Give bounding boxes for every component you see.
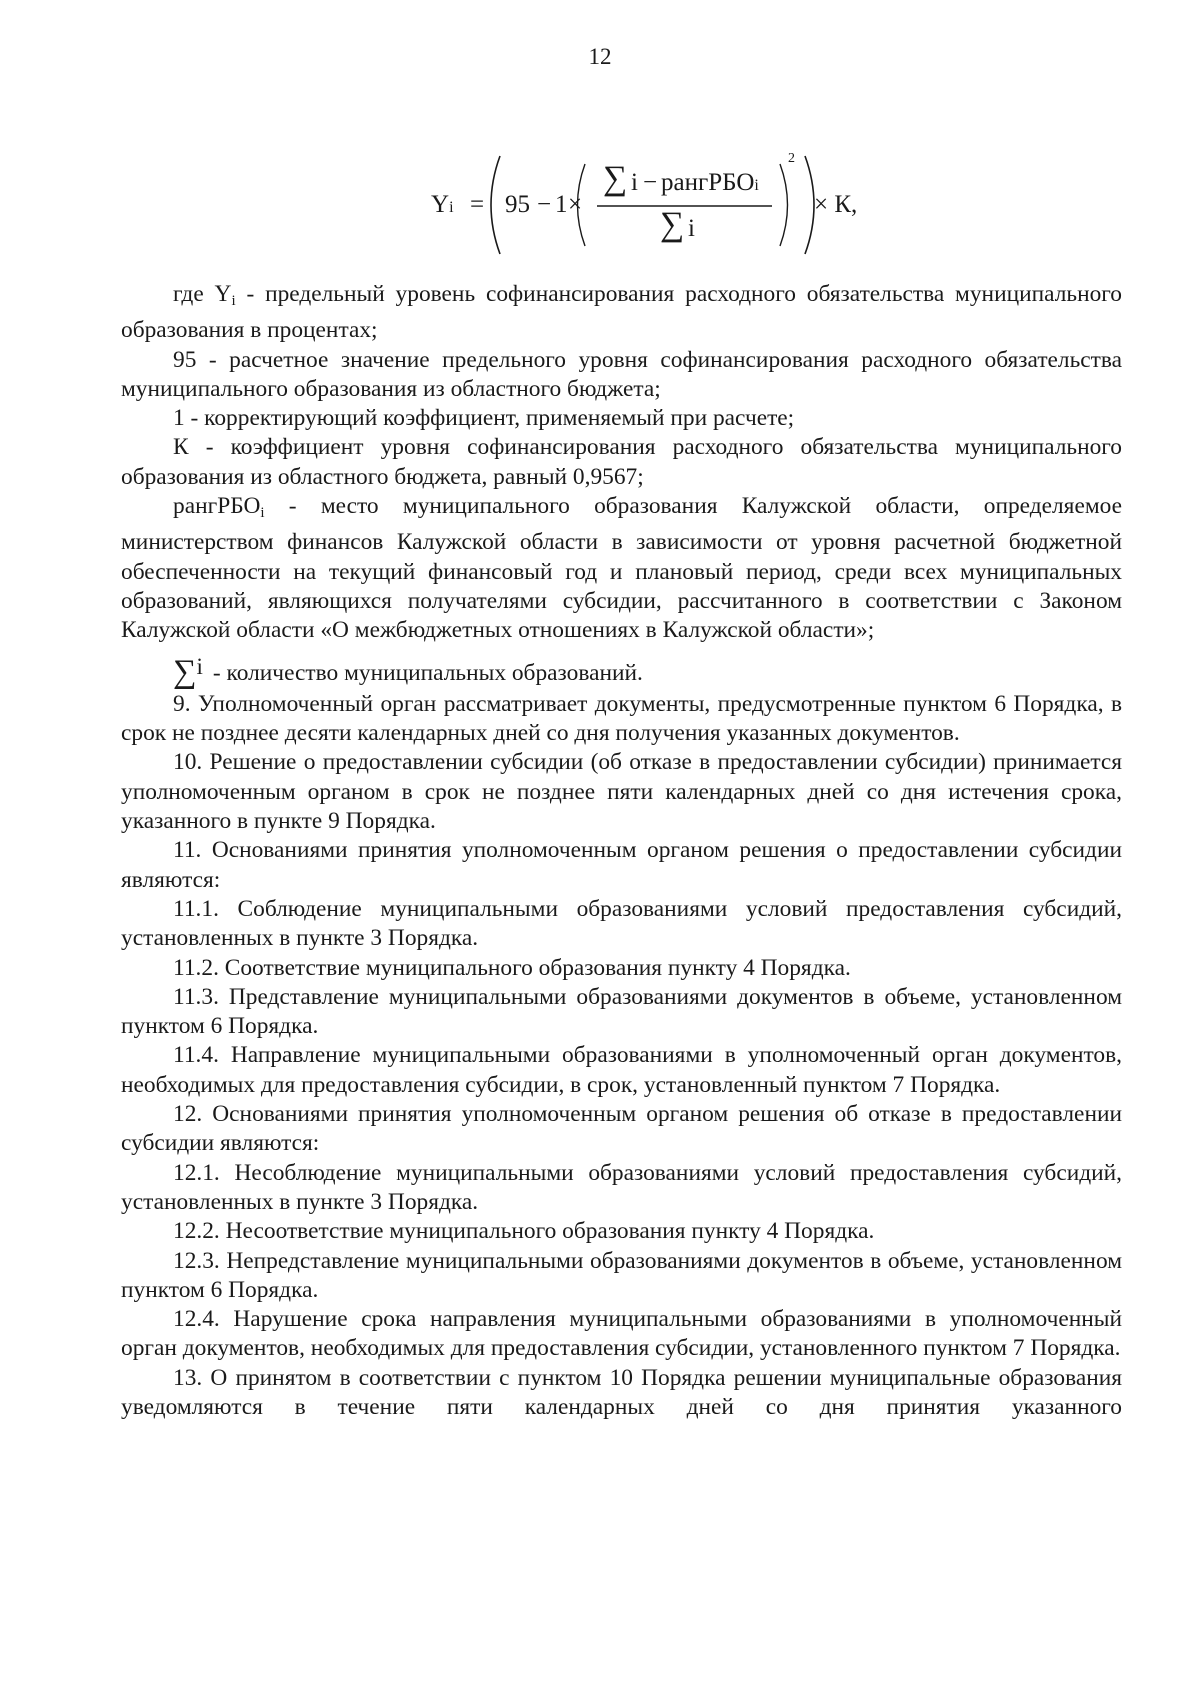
formula-num-minus: − xyxy=(643,169,658,196)
cofinancing-formula xyxy=(0,150,1200,260)
formula-den-i: i xyxy=(688,215,695,242)
formula-rank-text: рангРБО xyxy=(661,169,755,196)
clause-11-2: 11.2. Соответствие муниципального образования пункту 4 Порядка. xyxy=(173,954,851,981)
clause-12-4: 12.4. Нарушение срока направления муниципальными образованиями в уполномоченный орган документов, необходимых для предоставления субсидии, установленного пунктом 7 Порядка. xyxy=(121,1306,1122,1362)
definition-rank-label: рангРБО xyxy=(173,493,261,520)
definition-y-label: где Y xyxy=(173,281,232,307)
definition-rank xyxy=(121,492,1122,645)
formula-times: × xyxy=(568,191,583,218)
definition-y-sub: i xyxy=(231,293,236,309)
document-body xyxy=(121,280,1122,1422)
formula-rank-sub: i xyxy=(754,177,759,194)
clause-10: 10. Решение о предоставлении субсидии (об отказе в предоставлении субсидии) принимается уполномоченным органом в срок не позднее пяти календарных дней со дня истечения срока, указанного в пункте 9 Порядка. xyxy=(121,749,1122,835)
formula-num-sigma: ∑ xyxy=(603,160,628,197)
formula-coefficient: 1 xyxy=(555,191,568,218)
formula-y-sub: i xyxy=(449,199,454,216)
definition-sum-text: - количество муниципальных образований. xyxy=(212,659,643,686)
formula-den-sigma: ∑ xyxy=(660,206,685,243)
definition-sum-sigma: ∑ xyxy=(173,653,197,690)
definition-sum-var: i xyxy=(196,653,203,679)
definition-y-text: - предельный уровень софинансирования расходного обязательства муниципального образования в процентах; xyxy=(121,281,1122,344)
definition-rank-text: - место муниципального образования Калужской области, определяемое министерством финансов Калужской области в зависимости от уровня расчетной бюджетной обеспеченности на текущий финансовый год и плановый период, среди всех муниципальных образований, являющихся получателями субсидии, рассчитанного в соответствии с Законом Калужской области «О межбюджетных отношениях в Калужской области»; xyxy=(121,493,1122,644)
definition-1: 1 - корректирующий коэффициент, применяемый при расчете; xyxy=(173,405,795,432)
clause-11-4: 11.4. Направление муниципальными образованиями в уполномоченный орган документов, необходимых для предоставления субсидии, в срок, установленный пунктом 7 Порядка. xyxy=(121,1042,1122,1098)
clause-9: 9. Уполномоченный орган рассматривает документы, предусмотренные пунктом 6 Порядка, в срок не позднее десяти календарных дней со дня получения указанных документов. xyxy=(121,690,1122,747)
clause-11-3: 11.3. Представление муниципальными образованиями документов в объеме, установленном пунктом 6 Порядка. xyxy=(121,983,1122,1040)
clause-11-1: 11.1. Соблюдение муниципальными образованиями условий предоставления субсидий, установленных в пункте 3 Порядка. xyxy=(121,895,1122,952)
formula-exponent: 2 xyxy=(788,151,795,166)
formula-lhs xyxy=(431,192,454,217)
definition-sum xyxy=(173,652,1122,688)
definition-95: 95 - расчетное значение предельного уровня софинансирования расходного обязательства муниципального образования из областного бюджета; xyxy=(121,346,1122,402)
definition-rank-sub: i xyxy=(260,505,265,522)
formula-equals: = xyxy=(470,191,485,218)
page-number: 12 xyxy=(588,44,612,69)
clause-12-1: 12.1. Несоблюдение муниципальными образованиями условий предоставления субсидий, установленных в пункте 3 Порядка. xyxy=(121,1159,1122,1215)
formula-constant: 95 xyxy=(505,191,530,218)
formula-num-i: i xyxy=(631,169,638,196)
definition-y xyxy=(121,280,1122,346)
formula-brackets xyxy=(0,150,1200,260)
clause-12: 12. Основаниями принятия уполномоченным органом решения об отказе в предоставлении субсидии являются: xyxy=(121,1101,1122,1157)
clause-13: 13. О принятом в соответствии с пунктом 10 Порядка решении муниципальные образования уведомляются в течение пяти календарных дней со дня принятия указанного xyxy=(121,1364,1122,1420)
clause-12-3: 12.3. Непредставление муниципальными образованиями документов в объеме, установленном пунктом 6 Порядка. xyxy=(121,1247,1122,1303)
clause-11: 11. Основаниями принятия уполномоченным органом решения о предоставлении субсидии являются: xyxy=(121,837,1122,893)
clause-12-2: 12.2. Несоответствие муниципального образования пункту 4 Порядка. xyxy=(173,1218,875,1245)
formula-minus: − xyxy=(537,191,552,218)
formula-y: Y xyxy=(431,191,450,218)
formula-rank xyxy=(661,170,759,195)
formula-tail: × К, xyxy=(814,191,858,218)
definition-k: К - коэффициент уровня софинансирования расходного обязательства муниципального образования из областного бюджета, равный 0,9567; xyxy=(121,434,1122,490)
